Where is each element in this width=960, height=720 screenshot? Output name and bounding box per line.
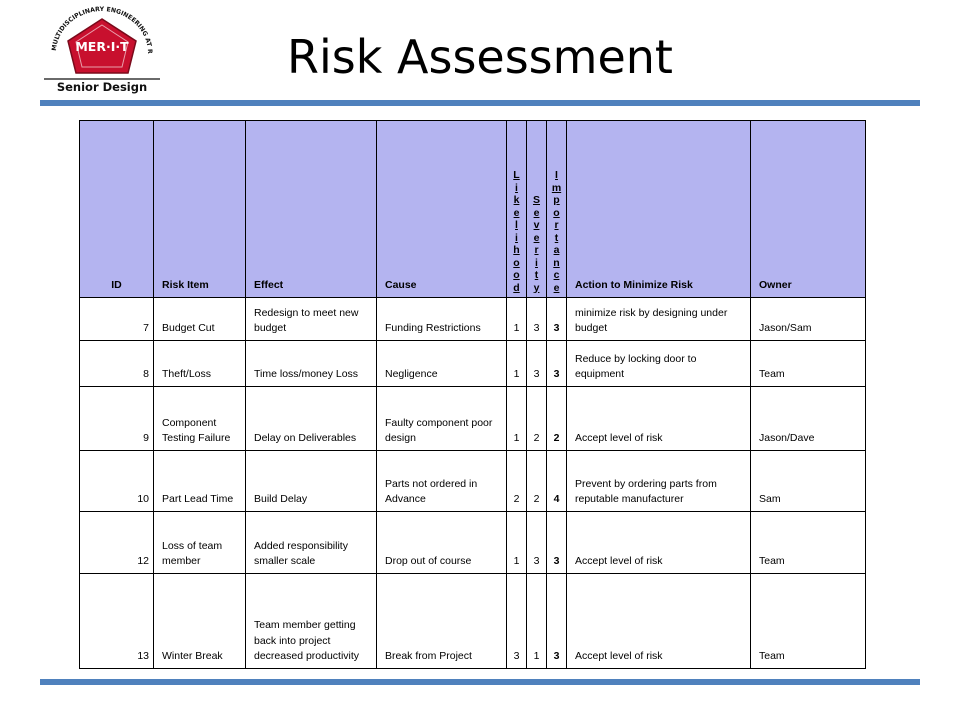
bottom-accent-rule [40,679,920,685]
cell-cause: Faulty component poor design [377,387,507,451]
table-row [80,574,866,669]
cell-id: 13 [80,574,154,669]
col-header-id: ID [80,121,154,298]
cell-severity: 2 [527,451,547,512]
cell-importance: 3 [547,298,567,341]
cell-risk-item: Winter Break [154,574,246,669]
col-header-importance-label: I m p o r t a n c e [551,169,562,294]
cell-risk-item: Budget Cut [154,298,246,341]
cell-id: 8 [80,341,154,387]
cell-likelihood: 1 [507,341,527,387]
cell-action: Prevent by ordering parts from reputable manufacturer [567,451,751,512]
cell-likelihood: 1 [507,512,527,574]
cell-severity: 3 [527,298,547,341]
page-title: Risk Assessment [287,30,673,84]
col-header-likelihood-label: L i k e l i h o o d [513,169,520,294]
cell-owner: Team [751,512,866,574]
cell-effect: Build Delay [246,451,377,512]
cell-risk-item: Loss of team member [154,512,246,574]
cell-likelihood: 1 [507,298,527,341]
cell-risk-item: Part Lead Time [154,451,246,512]
col-header-risk-item: Risk Item [154,121,246,298]
cell-action: Accept level of risk [567,512,751,574]
cell-importance: 2 [547,387,567,451]
col-header-likelihood [507,121,527,298]
col-header-action: Action to Minimize Risk [567,121,751,298]
table-row [80,451,866,512]
risk-assessment-table [79,120,866,669]
cell-likelihood: 2 [507,451,527,512]
cell-cause: Negligence [377,341,507,387]
cell-cause: Funding Restrictions [377,298,507,341]
cell-owner: Jason/Sam [751,298,866,341]
cell-importance: 4 [547,451,567,512]
cell-likelihood: 1 [507,387,527,451]
col-header-severity [527,121,547,298]
table-row [80,341,866,387]
cell-id: 9 [80,387,154,451]
cell-owner: Sam [751,451,866,512]
cell-importance: 3 [547,341,567,387]
cell-effect: Delay on Deliverables [246,387,377,451]
table-header-row [80,121,866,298]
cell-action: Accept level of risk [567,574,751,669]
cell-severity: 2 [527,387,547,451]
cell-id: 10 [80,451,154,512]
cell-cause: Break from Project [377,574,507,669]
cell-effect: Redesign to meet new budget [246,298,377,341]
col-header-importance [547,121,567,298]
cell-likelihood: 3 [507,574,527,669]
cell-importance: 3 [547,574,567,669]
table-row [80,512,866,574]
cell-effect: Team member getting back into project decreased productivity [246,574,377,669]
logo-ring-text: MULTIDISCIPLINARY ENGINEERING AT R [50,5,154,54]
col-header-owner: Owner [751,121,866,298]
top-accent-rule [40,100,920,106]
cell-action: minimize risk by designing under budget [567,298,751,341]
cell-action: Reduce by locking door to equipment [567,341,751,387]
cell-severity: 3 [527,512,547,574]
cell-owner: Jason/Dave [751,387,866,451]
col-header-effect: Effect [246,121,377,298]
table-row [80,298,866,341]
cell-importance: 3 [547,512,567,574]
cell-owner: Team [751,574,866,669]
cell-owner: Team [751,341,866,387]
cell-cause: Parts not ordered in Advance [377,451,507,512]
cell-effect: Added responsibility smaller scale [246,512,377,574]
cell-id: 12 [80,512,154,574]
cell-risk-item: Theft/Loss [154,341,246,387]
cell-effect: Time loss/money Loss [246,341,377,387]
cell-risk-item: Component Testing Failure [154,387,246,451]
table-row [80,387,866,451]
logo-badge-text: MER·I·T [75,39,129,54]
col-header-severity-label: S e v e r i t y [532,194,540,294]
cell-severity: 1 [527,574,547,669]
logo-caption: Senior Design [56,80,148,94]
cell-cause: Drop out of course [377,512,507,574]
col-header-cause: Cause [377,121,507,298]
cell-severity: 3 [527,341,547,387]
cell-action: Accept level of risk [567,387,751,451]
cell-id: 7 [80,298,154,341]
